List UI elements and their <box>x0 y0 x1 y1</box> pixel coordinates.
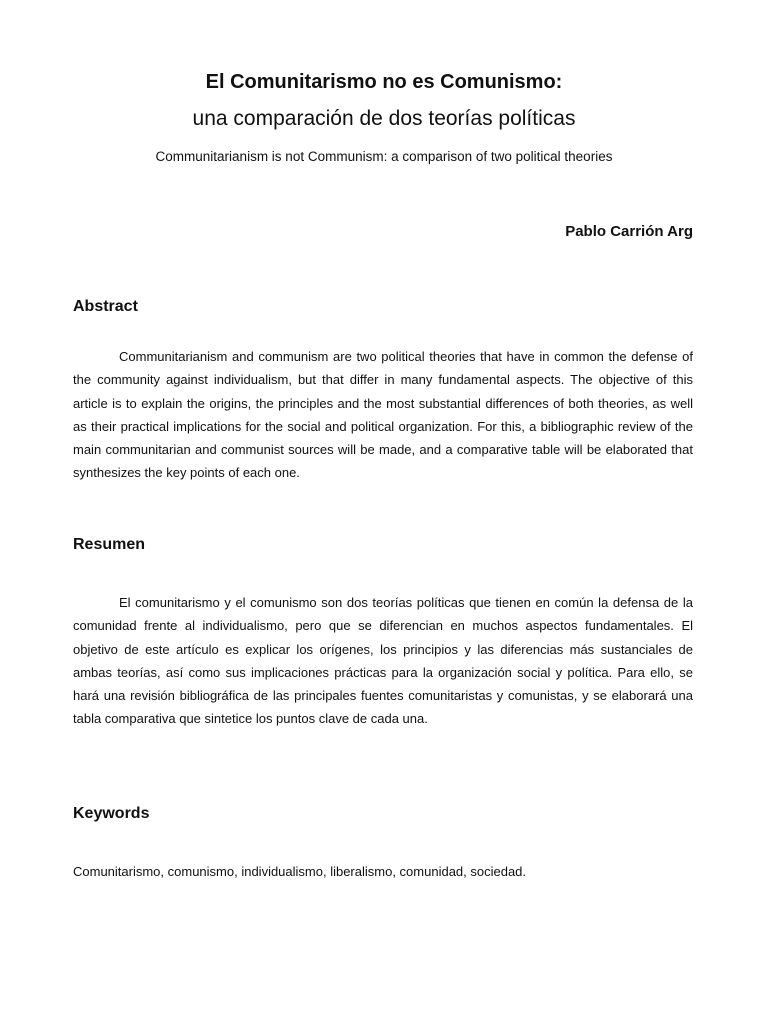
resumen-text: El comunitarismo y el comunismo son dos teorías políticas que tienen en común la defensa de la comunidad frente al individualismo, pero que se diferencian en muchos aspectos fundamentales. El objetivo de este artículo es explicar los orígenes, los principios y las diferencias más sustanciales de ambas teorías, así como sus implicaciones prácticas para la organización social y política. Para ello, se hará una revisión bibliográfica de las principales fuentes comunitaristas y comunistas, y se elaborará una tabla comparativa que sintetice los puntos clave de cada una. <box>73 595 693 727</box>
abstract-text: Communitarianism and communism are two political theories that have in common the defense of the community against individualism, but that differ in many fundamental aspects. The objective of this article is to explain the origins, the principles and the most substantial differences of both theories, as well as their practical implications for the social and political organization. For this, a bibliographic review of the main communitarian and communist sources will be made, and a comparative table will be elaborated that synthesizes the key points of each one. <box>73 349 693 481</box>
paper-title: El Comunitarismo no es Comunismo: <box>205 71 563 93</box>
keywords-text: Comunitarismo, comunismo, individualismo, liberalismo, comunidad, sociedad. <box>73 864 527 879</box>
resumen-heading: Resumen <box>73 536 146 553</box>
author-name: Pablo Carrión Arg <box>565 223 693 240</box>
keywords-heading: Keywords <box>73 805 150 822</box>
abstract-heading: Abstract <box>73 298 138 315</box>
paper-subtitle: una comparación de dos teorías políticas <box>192 107 576 130</box>
english-title: Communitarianism is not Communism: a comparison of two political theories <box>155 149 613 164</box>
